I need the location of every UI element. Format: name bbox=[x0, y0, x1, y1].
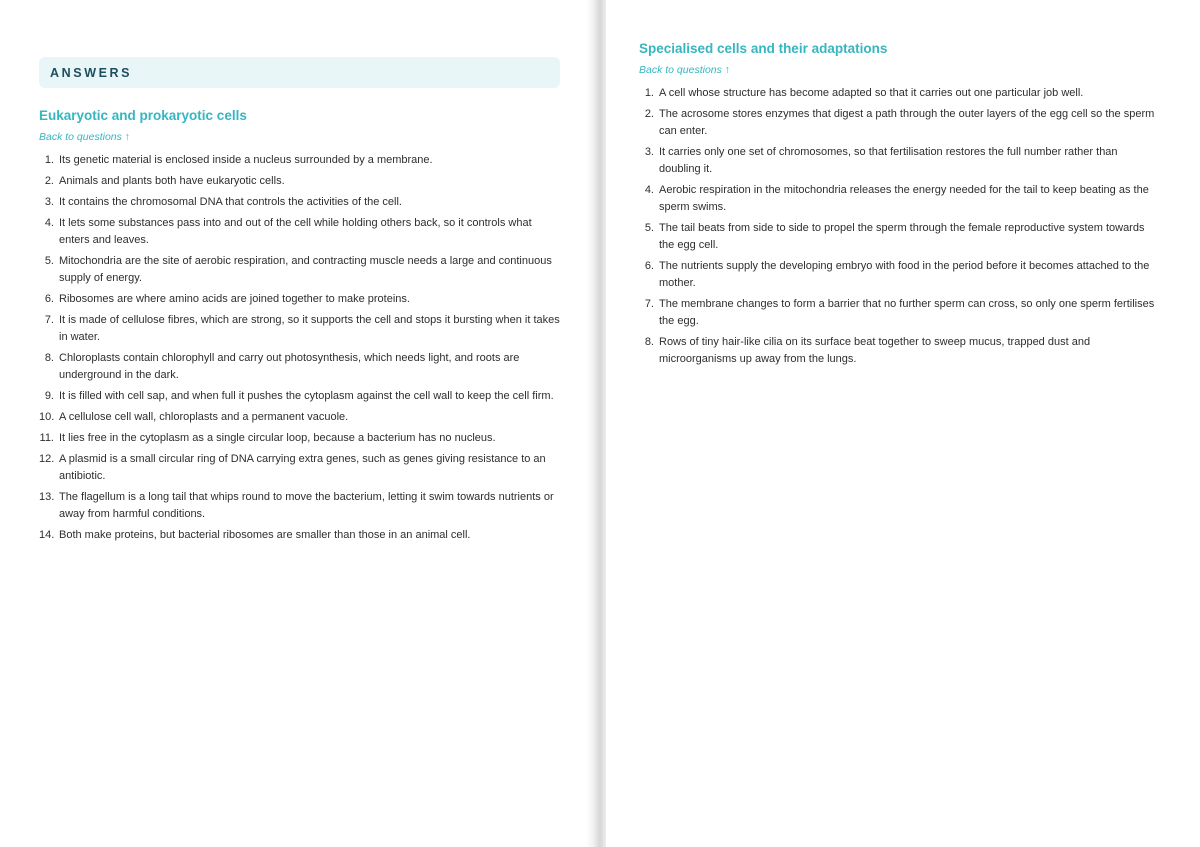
answer-text: It lets some substances pass into and out of the cell while holding others back, so it controls what enters and leaves. bbox=[59, 217, 532, 246]
answer-number: 8. bbox=[644, 336, 654, 348]
answer-number: 14. bbox=[39, 529, 55, 541]
answer-number: 5. bbox=[44, 255, 54, 267]
answer-number: 4. bbox=[644, 184, 654, 196]
answer-number: 7. bbox=[644, 298, 654, 310]
answer-text: A plasmid is a small circular ring of DNA carrying extra genes, such as genes giving resistance to an antibiotic. bbox=[59, 453, 546, 482]
answer-list-specialised bbox=[639, 85, 1161, 372]
answer-text: A cell whose structure has become adapted so that it carries out one particular job well. bbox=[659, 87, 1084, 99]
answer-number: 5. bbox=[644, 222, 654, 234]
answer-text: Rows of tiny hair-like cilia on its surface beat together to sweep mucus, trapped dust and microorganisms up away from the lungs. bbox=[659, 336, 1091, 365]
answer-number: 6. bbox=[644, 260, 654, 272]
answer-item bbox=[39, 152, 561, 169]
answer-number: 9. bbox=[44, 390, 54, 402]
answer-number: 10. bbox=[39, 411, 55, 423]
answer-item bbox=[639, 182, 1161, 216]
answer-number: 7. bbox=[44, 314, 54, 326]
answer-item bbox=[39, 430, 561, 447]
answer-text: It contains the chromosomal DNA that controls the activities of the cell. bbox=[59, 196, 402, 208]
answer-item bbox=[39, 409, 561, 426]
answer-text: Animals and plants both have eukaryotic cells. bbox=[59, 175, 285, 187]
answer-number: 8. bbox=[44, 352, 54, 364]
answer-text: The flagellum is a long tail that whips round to move the bacterium, letting it swim towards nutrients or away from harmful conditions. bbox=[59, 491, 554, 520]
section-heading-specialised: Specialised cells and their adaptations bbox=[639, 41, 888, 56]
answer-item bbox=[39, 388, 561, 405]
answer-item bbox=[39, 173, 561, 190]
answer-item bbox=[39, 312, 561, 346]
answer-text: Its genetic material is enclosed inside a nucleus surrounded by a membrane. bbox=[59, 154, 433, 166]
answer-number: 2. bbox=[644, 108, 654, 120]
answer-number: 2. bbox=[44, 175, 54, 187]
answer-number: 6. bbox=[44, 293, 54, 305]
answer-text: The acrosome stores enzymes that digest a path through the outer layers of the egg cell so the sperm can enter. bbox=[659, 108, 1155, 137]
answer-text: The membrane changes to form a barrier that no further sperm can cross, so only one sperm fertilises the egg. bbox=[659, 298, 1155, 327]
answer-item bbox=[39, 291, 561, 308]
answer-item bbox=[639, 334, 1161, 368]
section-heading-eukaryotic: Eukaryotic and prokaryotic cells bbox=[39, 108, 247, 123]
answer-item bbox=[39, 215, 561, 249]
answer-item bbox=[639, 220, 1161, 254]
answer-text: The nutrients supply the developing embryo with food in the period before it becomes attached to the mother. bbox=[659, 260, 1150, 289]
answer-item bbox=[39, 350, 561, 384]
answer-item bbox=[639, 258, 1161, 292]
answer-item bbox=[639, 85, 1161, 102]
answer-text: Mitochondria are the site of aerobic respiration, and contracting muscle needs a large and continuous supply of energy. bbox=[59, 255, 552, 284]
answer-text: A cellulose cell wall, chloroplasts and a permanent vacuole. bbox=[59, 411, 349, 423]
answer-text: It lies free in the cytoplasm as a single circular loop, because a bacterium has no nucleus. bbox=[59, 432, 496, 444]
answer-item bbox=[39, 527, 561, 544]
answer-text: It is filled with cell sap, and when full it pushes the cytoplasm against the cell wall to keep the cell firm. bbox=[59, 390, 554, 402]
answer-number: 1. bbox=[644, 87, 654, 99]
right-page bbox=[606, 0, 1200, 847]
answer-text: It carries only one set of chromosomes, so that fertilisation restores the full number rather than doubling it. bbox=[659, 146, 1118, 175]
answer-item bbox=[39, 451, 561, 485]
left-page bbox=[0, 0, 594, 847]
answer-text: Aerobic respiration in the mitochondria releases the energy needed for the tail to keep beating as the sperm swims. bbox=[659, 184, 1149, 213]
answer-number: 11. bbox=[39, 432, 54, 444]
answers-banner bbox=[39, 57, 560, 88]
answer-item bbox=[39, 194, 561, 211]
answer-item bbox=[639, 144, 1161, 178]
answer-item bbox=[39, 253, 561, 287]
answer-text: Both make proteins, but bacterial ribosomes are smaller than those in an animal cell. bbox=[59, 529, 471, 541]
answer-text: Chloroplasts contain chlorophyll and carry out photosynthesis, which needs light, and roots are underground in the dark. bbox=[59, 352, 520, 381]
answer-number: 3. bbox=[44, 196, 54, 208]
answers-banner-label: ANSWERS bbox=[50, 66, 133, 80]
answer-item bbox=[39, 489, 561, 523]
answer-list-eukaryotic bbox=[39, 152, 561, 548]
answer-number: 12. bbox=[39, 453, 55, 465]
answer-number: 13. bbox=[39, 491, 55, 503]
answer-item bbox=[639, 296, 1161, 330]
answer-number: 3. bbox=[644, 146, 654, 158]
answer-number: 4. bbox=[44, 217, 54, 229]
answer-text: Ribosomes are where amino acids are joined together to make proteins. bbox=[59, 293, 410, 305]
answer-number: 1. bbox=[44, 154, 54, 166]
back-to-questions-link[interactable]: Back to questions ↑ bbox=[639, 64, 731, 76]
answer-text: The tail beats from side to side to propel the sperm through the female reproductive system towards the egg cell. bbox=[659, 222, 1145, 251]
answer-text: It is made of cellulose fibres, which are strong, so it supports the cell and stops it bursting when it takes in water. bbox=[59, 314, 560, 343]
back-to-questions-link[interactable]: Back to questions ↑ bbox=[39, 131, 131, 143]
answer-item bbox=[639, 106, 1161, 140]
